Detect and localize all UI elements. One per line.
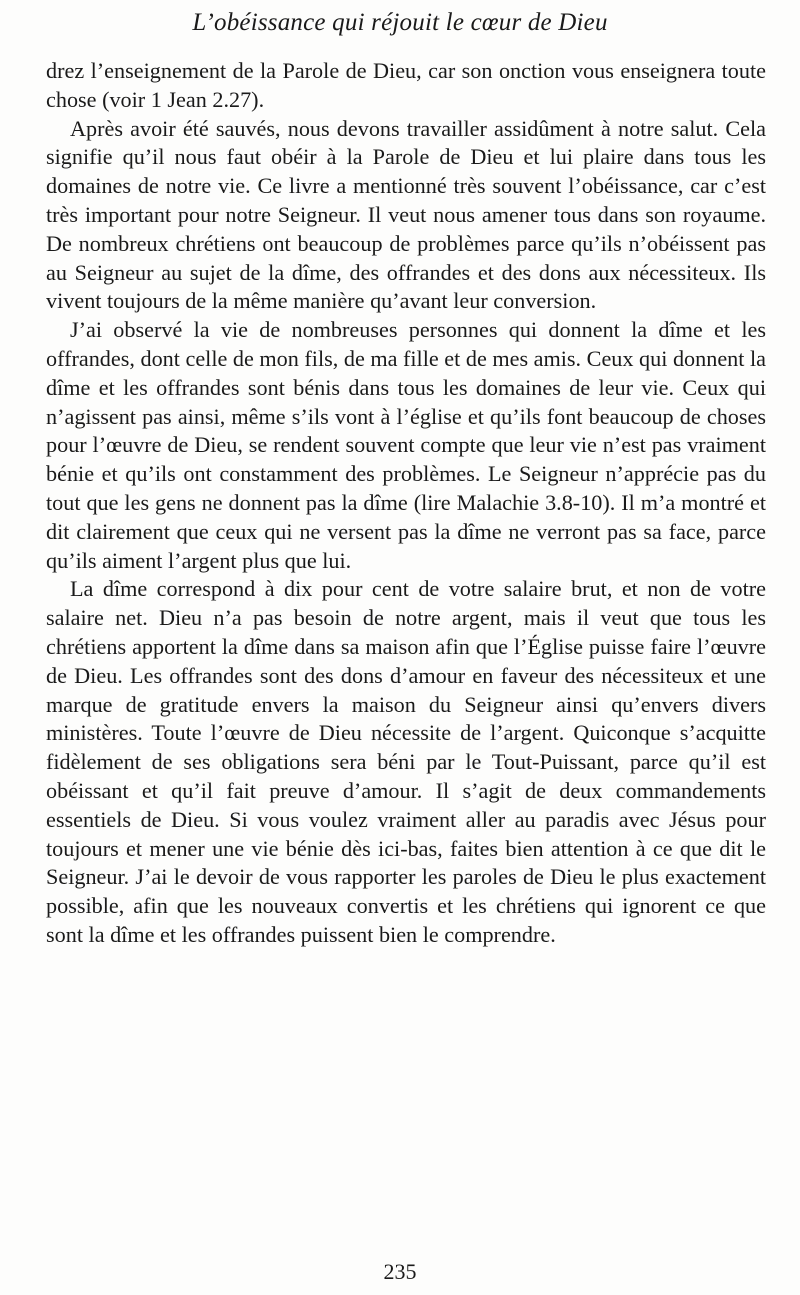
- body-text: [46, 57, 766, 950]
- paragraph-salvation-obedience: Après avoir été sauvés, nous devons travailler assidûment à notre salut. Cela signifie qu’il nous faut obéir à la Parole de Dieu et lui plaire dans tous les domaines de notre vie. Ce livre a mentionné très souvent l’obéissance, car c’est très important pour notre Seigneur. Il veut nous amener tous dans son royaume. De nombreux chrétiens ont beaucoup de problèmes parce qu’ils n’obéissent pas au Seigneur au sujet de la dîme, des offrandes et des dons aux nécessiteux. Ils vivent toujours de la même manière qu’avant leur conversion.: [46, 115, 766, 314]
- page-number: 235: [383, 1259, 417, 1284]
- paragraph-observation-tithe: J’ai observé la vie de nombreuses personnes qui donnent la dîme et les offrandes, dont celle de mon fils, de ma fille et de mes amis. Ceux qui donnent la dîme et les offrandes sont bénis dans tous les domaines de leur vie. Ceux qui n’agissent pas ainsi, même s’ils vont à l’église et qu’ils font beaucoup de choses pour l’œuvre de Dieu, se rendent souvent compte que leur vie n’est pas vraiment bénie et qu’ils ont constamment des problèmes. Le Seigneur n’apprécie pas du tout que les gens ne donnent pas la dîme (lire Malachie 3.8-10). Il m’a montré et dit clairement que ceux qui ne versent pas la dîme ne verront pas sa face, parce qu’ils aiment l’argent plus que lui.: [46, 317, 766, 573]
- paragraph-tithe-definition: La dîme correspond à dix pour cent de votre salaire brut, et non de votre salaire net. Dieu n’a pas besoin de notre argent, mais il veut que tous les chrétiens apportent la dîme dans sa maison afin que l’Église puisse faire l’œuvre de Dieu. Les offrandes sont des dons d’amour en faveur des nécessiteux et une marque de gratitude envers la maison du Seigneur ainsi qu’envers divers ministères. Toute l’œuvre de Dieu nécessite de l’argent. Quiconque s’acquitte fidèlement de ses obligations sera béni par le Tout-Puissant, parce qu’il est obéissant et qu’il fait preuve d’amour. Il s’agit de deux commandements essentiels de Dieu. Si vous voulez vraiment aller au paradis avec Jésus pour toujours et mener une vie bénie dès ici-bas, faites bien attention à ce que dit le Seigneur. J’ai le devoir de vous rapporter les paroles de Dieu le plus exactement possible, afin que les nouveaux convertis et les chrétiens qui ignorent ce que sont la dîme et les offrandes puissent bien le comprendre.: [46, 576, 766, 947]
- running-header: L’obéissance qui réjouit le cœur de Dieu: [192, 9, 608, 36]
- paragraph-continued: drez l’enseignement de la Parole de Dieu, car son onction vous enseignera toute chose (voir 1 Jean 2.27).: [46, 58, 766, 112]
